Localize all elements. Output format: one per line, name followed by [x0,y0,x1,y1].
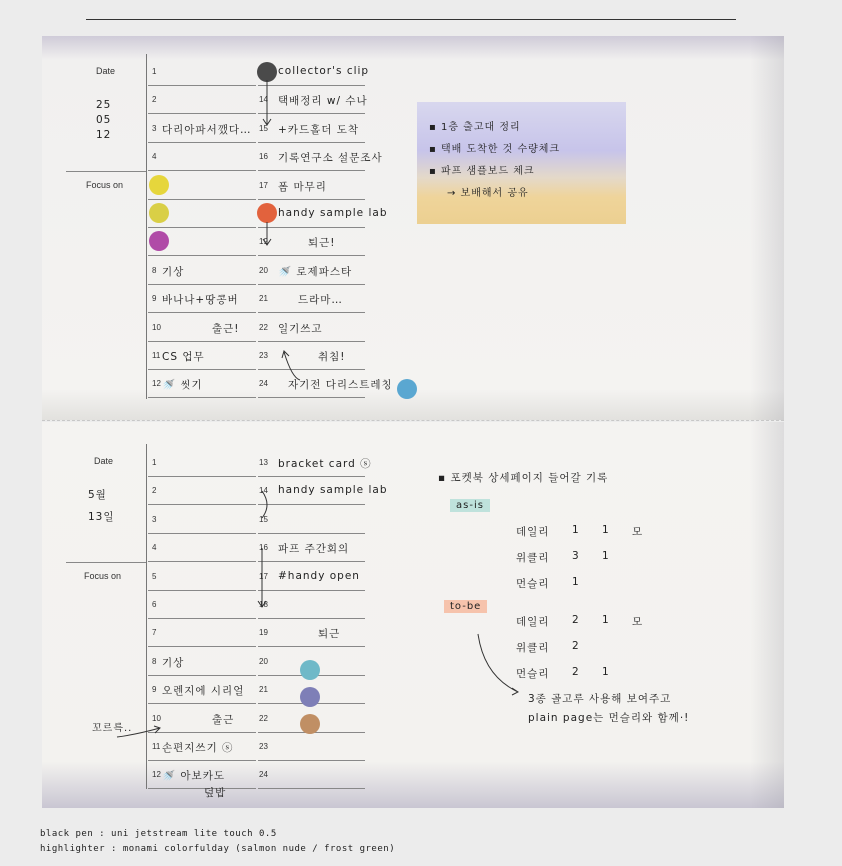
notes-title: ▪ 포켓북 상세페이지 들어갈 기록 [438,472,609,484]
hour-number: 14 [259,95,268,105]
hour-number: 16 [259,543,268,553]
format-count: 모 [632,616,644,628]
format-label: 먼슬리 [516,668,550,680]
hour-number: 3 [152,514,157,524]
format-label: 데일리 [516,526,550,538]
hour-number: 19 [259,628,268,638]
schedule-entry: handy sample lab [278,207,388,219]
hour-number: 8 [152,265,157,275]
format-count: 2 [572,666,580,678]
schedule-entry: 드라마… [298,294,343,307]
schedule-entry: 파프 주간회의 [278,543,350,556]
hour-number: 18 [259,600,268,609]
format-count: 1 [572,524,580,536]
hour-number: 24 [259,379,268,389]
schedule-entry: handy sample lab [278,484,388,497]
pen-caption: black pen : uni jetstream lite touch 0.5 [40,829,277,839]
hour-number: 1 [152,67,157,76]
hour-number: 22 [259,713,268,723]
hour-number: 10 [152,713,161,723]
hour-number: 12 [152,379,161,389]
hour-number: 12 [152,770,161,780]
schedule-entry: 🚿 씻기 [162,379,203,392]
hour-number: 1 [152,458,157,467]
sticky-item: ▪ 택배 도착한 것 수량체크 [429,144,561,155]
schedule-entry: 오렌지에 시리얼 [162,685,245,698]
format-label: 위클리 [516,552,550,564]
to-be-tag: to-be [444,600,487,613]
schedule-entry: 기록연구소 설문조사 [278,152,383,165]
hour-number: 9 [152,294,157,304]
format-count: 1 [602,666,610,678]
schedule-entry: 출근 [212,713,235,726]
schedule-entry: bracket card ⓢ [278,458,372,470]
hour-number: 17 [259,571,268,581]
conclusion-note: 3종 골고루 사용해 보여주고 plain page는 먼슬리와 함께·! [528,693,690,724]
hour-number: 11 [152,742,161,751]
focus-label: Focus on [86,180,124,190]
schedule-entry: 🚿 아보카도 [162,770,225,783]
hour-number: 10 [152,322,161,332]
schedule-entry: 퇴근 [318,628,341,641]
hour-number: 21 [259,685,268,695]
hour-number: 20 [259,656,268,666]
sticky-item: ▪ 파프 샘플보드 체크 [429,166,535,177]
schedule-entry: 덮밥 [204,787,227,800]
format-count: 1 [602,524,610,536]
hour-number: 16 [259,152,268,162]
date-value: 25 05 12 [96,99,112,141]
schedule-entry: 다리아파서깼다… [162,123,252,136]
format-count: 2 [572,614,580,626]
format-count: 2 [572,640,580,652]
hour-number: 21 [259,294,268,304]
hour-number: 2 [152,95,157,105]
margin-note: 꼬르륵.. [92,723,133,734]
schedule-entry: 일기쓰고 [278,322,323,335]
hour-number: 4 [152,543,157,553]
sticky-item: → 보배해서 공유 [447,188,529,199]
hour-number: 15 [259,123,268,133]
format-label: 데일리 [516,616,550,628]
hour-number: 3 [152,123,157,133]
schedule-entry: 손편지쓰기 ⓢ [162,742,234,754]
date-label: Date [94,456,114,466]
schedule-entry: +카드홀더 도착 [278,123,359,136]
schedule-entry: 출근! [212,322,240,335]
hour-number: 8 [152,656,157,666]
focus-label: Focus on [84,571,122,581]
format-count: 3 [572,550,580,562]
schedule-entry: 기상 [162,265,185,278]
hour-number: 11 [152,351,161,360]
hour-number: 20 [259,265,268,275]
hour-number: 14 [259,486,268,496]
hour-number: 17 [259,180,268,190]
schedule-entry: collector's clip [278,65,370,77]
hour-number: 19 [259,237,268,247]
schedule-entry: #handy open [278,569,360,582]
hour-number: 7 [152,628,157,638]
date-label: Date [96,66,116,76]
format-label: 먼슬리 [516,578,550,590]
schedule-entry: 폼 마무리 [278,180,327,193]
schedule-entry: 🚿 로제파스타 [278,265,353,278]
hour-number: 15 [259,514,268,524]
schedule-entry: 기상 [162,656,185,669]
schedule-entry: 택배정리 w/ 수나 [278,95,368,108]
schedule-entry: CS 업무 [162,351,205,363]
hour-number: 24 [259,770,268,780]
hour-number: 22 [259,322,268,332]
format-count: 모 [632,526,644,538]
hour-number: 13 [259,458,268,467]
schedule-entry: 퇴근! [308,237,336,250]
schedule-entry: 바나나+땅콩버 [162,294,239,307]
hour-number: 6 [152,600,157,609]
as-is-tag: as-is [450,499,490,512]
date-value: 5월 13일 [88,489,115,523]
highlighter-caption: highlighter : monami colorfulday (salmon nude / frost green) [40,844,396,854]
format-count: 1 [572,576,580,588]
sticky-item: ▪ 1층 출고대 정리 [429,122,521,133]
schedule-entry: 취침! [318,351,346,363]
format-count: 1 [602,550,610,562]
format-count: 1 [602,614,610,626]
hour-number: 9 [152,685,157,695]
hour-number: 5 [152,571,157,581]
hour-number: 4 [152,152,157,162]
schedule-entry: 자기전 다리스트레칭 [288,379,393,392]
format-label: 위클리 [516,642,550,654]
hour-number: 2 [152,486,157,496]
hour-number: 23 [259,351,268,360]
hour-number: 23 [259,742,268,751]
